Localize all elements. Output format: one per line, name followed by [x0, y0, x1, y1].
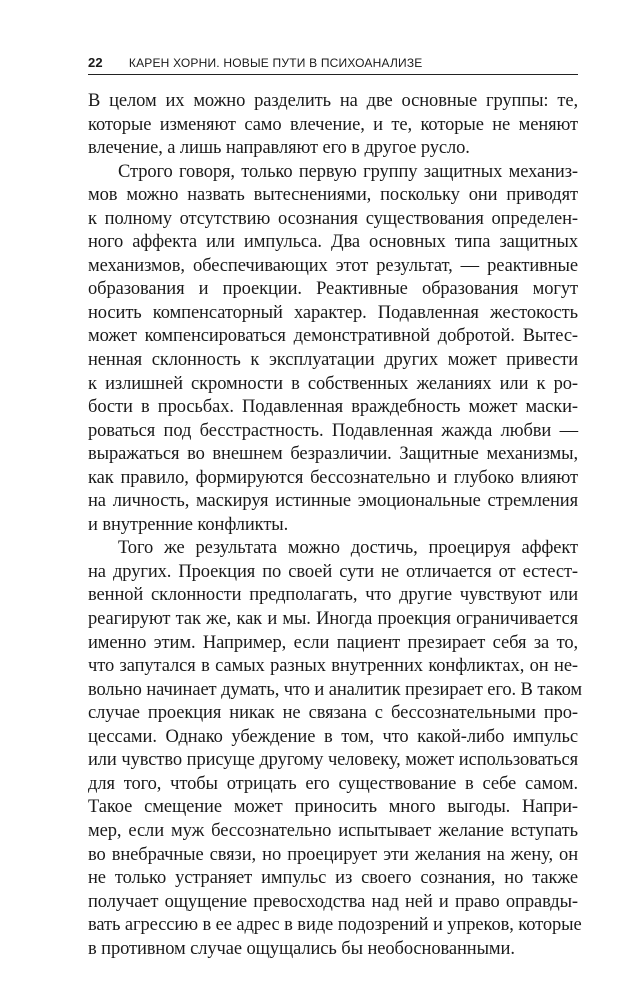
text-line: реагируют так же, как и мы. Иногда проекция ограничивается	[88, 609, 578, 630]
text-line: носить компенсаторный характер. Подавленная жестокость	[88, 302, 578, 323]
text-line: во внебрачные связи, но проецирует эти желания на жену, он	[88, 844, 578, 865]
page-number: 22	[88, 55, 103, 70]
text-line: образования и проекции. Реактивные образования могут	[88, 279, 578, 300]
text-line: не только устраняет импульс из своего сознания, но также	[88, 868, 578, 889]
text-line: цессами. Однако убеждение в том, что какой-либо импульс	[88, 726, 578, 747]
paragraph	[88, 90, 578, 161]
running-header	[88, 55, 564, 70]
text-line: влечение, а лишь направляют его в другое русло.	[88, 138, 470, 159]
text-line: случае проекция никак не связана с бессознательными про-	[88, 703, 578, 724]
text-line: Того же результата можно достичь, проецируя аффект	[118, 538, 578, 559]
text-line: Строго говоря, только первую группу защитных механиз-	[118, 161, 578, 182]
text-line: ненная склонность к эксплуатации других может привести	[88, 350, 578, 371]
text-line: как правило, формируются бессознательно и глубоко влияют	[88, 467, 578, 488]
text-line: мов можно назвать вытеснениями, поскольку они приводят	[88, 185, 578, 206]
text-line: к полному отсутствию осознания существования определен-	[88, 208, 578, 229]
text-line: что запутался в самых разных внутренних конфликтах, он не-	[88, 656, 578, 677]
book-title-header: КАРЕН ХОРНИ. НОВЫЕ ПУТИ В ПСИХОАНАЛИЗЕ	[128, 56, 423, 70]
text-line: роваться под бесстрастность. Подавленная жажда любви —	[88, 420, 578, 441]
text-line: механизмов, обеспечивающих этот результат, — реактивные	[88, 255, 578, 276]
text-line: именно этим. Например, если пациент презирает себя за то,	[88, 632, 578, 653]
text-line: и внутренние конфликты.	[88, 514, 289, 535]
text-line: венной склонности предполагать, что другие чувствуют или	[88, 585, 578, 606]
text-line: ного аффекта или импульса. Два основных типа защитных	[88, 232, 578, 253]
paragraph	[88, 537, 582, 961]
text-line: вольно начинает думать, что и аналитик презирает его. В таком	[88, 679, 582, 700]
text-line: в противном случае ощущались бы необоснованными.	[88, 938, 515, 959]
text-line: вать агрессию в ее адрес в виде подозрений и упреков, которые	[88, 915, 582, 936]
header-divider	[88, 74, 578, 75]
text-line: мер, если муж бессознательно испытывает желание вступать	[88, 820, 578, 841]
text-line: на других. Проекция по своей сути не отличается от естест-	[88, 561, 578, 582]
text-line: на личность, маскируя истинные эмоциональные стремления	[88, 491, 578, 512]
text-line: получает ощущение превосходства над ней и право оправды-	[88, 891, 578, 912]
text-line: которые изменяют само влечение, и те, которые не меняют	[88, 114, 578, 135]
text-line: может компенсироваться демонстративной добротой. Вытес-	[88, 326, 578, 347]
body-text	[88, 90, 582, 961]
paragraph	[88, 161, 578, 538]
text-line: бости в просьбах. Подавленная враждебность может маски-	[88, 397, 578, 418]
text-line: к излишней скромности в собственных желаниях или к ро-	[88, 373, 578, 394]
text-line: В целом их можно разделить на две основные группы: те,	[88, 91, 578, 111]
text-line: выражаться во внешнем безразличии. Защитные механизмы,	[88, 444, 578, 465]
text-line: или чувство присуще другому человеку, может использоваться	[88, 750, 578, 771]
text-line: для того, чтобы отрицать его существование в себе самом.	[88, 773, 578, 794]
text-line: Такое смещение может приносить много выгоды. Напри-	[88, 797, 578, 818]
